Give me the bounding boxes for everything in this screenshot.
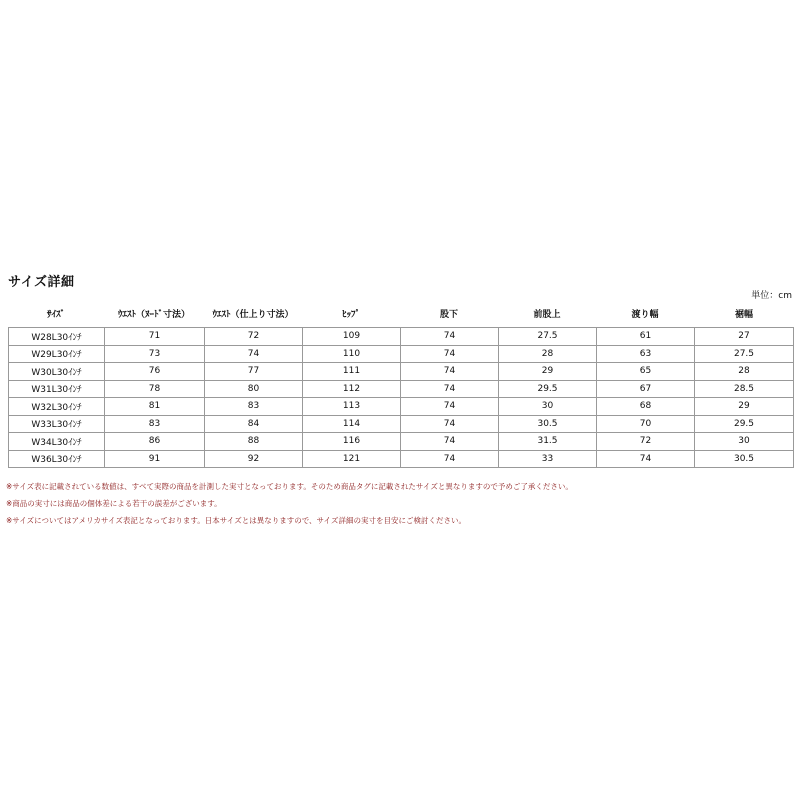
cell-front-rise: 27.5 [498,327,596,345]
cell-front-rise: 29.5 [498,380,596,398]
cell-waist-finished: 77 [204,362,302,380]
cell-waist-finished: 83 [204,397,302,415]
table-row [8,345,794,363]
cell-front-rise: 30.5 [498,415,596,433]
cell-waist-finished: 92 [204,450,302,469]
cell-hem-width: 27 [694,327,794,345]
cell-inseam: 74 [400,362,498,380]
cell-hip: 114 [302,415,400,433]
table-row [8,362,794,380]
table-row [8,327,794,345]
cell-size: W28L30ｲﾝﾁ [8,327,104,345]
cell-hem-width: 30 [694,432,794,450]
cell-hip: 111 [302,362,400,380]
header-front-rise: 前股上 [533,310,561,320]
header-size: ｻｲｽﾞ [46,310,65,320]
cell-inseam: 74 [400,397,498,415]
cell-thigh-width: 67 [596,380,694,398]
cell-waist-nude: 86 [104,432,204,450]
table-row [8,380,794,398]
cell-inseam: 74 [400,415,498,433]
cell-hem-width: 27.5 [694,345,794,363]
cell-waist-finished: 74 [204,345,302,363]
cell-inseam: 74 [400,327,498,345]
notes-section [6,482,786,533]
header-hem-width: 裾幅 [734,310,753,320]
cell-hem-width: 29 [694,397,794,415]
cell-waist-nude: 83 [104,415,204,433]
cell-thigh-width: 72 [596,432,694,450]
cell-waist-finished: 80 [204,380,302,398]
cell-waist-nude: 73 [104,345,204,363]
cell-waist-nude: 81 [104,397,204,415]
cell-inseam: 74 [400,432,498,450]
cell-waist-nude: 91 [104,450,204,469]
cell-hem-width: 29.5 [694,415,794,433]
cell-waist-finished: 72 [204,327,302,345]
cell-size: W31L30ｲﾝﾁ [8,380,104,398]
cell-waist-nude: 71 [104,327,204,345]
table-header [8,306,794,324]
cell-thigh-width: 63 [596,345,694,363]
cell-hip: 116 [302,432,400,450]
cell-thigh-width: 65 [596,362,694,380]
cell-hip: 121 [302,450,400,469]
cell-front-rise: 29 [498,362,596,380]
header-waist-finished: ｳｴｽﾄ（仕上り寸法） [212,310,294,320]
cell-waist-nude: 76 [104,362,204,380]
note-measurement: ※サイズ表に記載されている数値は、すべて実際の商品を計測した実寸となっております。そのため商品タグに記載されたサイズと異なりますので予めご了承ください。 [6,482,573,491]
table-row [8,432,794,450]
size-table [8,327,794,468]
cell-hip: 112 [302,380,400,398]
cell-inseam: 74 [400,380,498,398]
cell-size: W34L30ｲﾝﾁ [8,432,104,450]
cell-hip: 109 [302,327,400,345]
cell-thigh-width: 74 [596,450,694,469]
header-inseam: 股下 [439,310,458,320]
cell-front-rise: 33 [498,450,596,469]
cell-front-rise: 30 [498,397,596,415]
cell-hem-width: 28.5 [694,380,794,398]
table-row [8,415,794,433]
cell-size: W36L30ｲﾝﾁ [8,450,104,469]
cell-size: W30L30ｲﾝﾁ [8,362,104,380]
table-row [8,397,794,415]
cell-front-rise: 28 [498,345,596,363]
cell-size: W33L30ｲﾝﾁ [8,415,104,433]
page-title: サイズ詳細 [8,275,75,290]
cell-inseam: 74 [400,345,498,363]
cell-waist-finished: 88 [204,432,302,450]
unit-label: 単位：cm [751,291,792,301]
header-hip: ﾋｯﾌﾟ [341,310,360,320]
cell-waist-finished: 84 [204,415,302,433]
cell-front-rise: 31.5 [498,432,596,450]
cell-hem-width: 30.5 [694,450,794,469]
cell-hip: 113 [302,397,400,415]
table-row [8,450,794,469]
cell-hip: 110 [302,345,400,363]
cell-thigh-width: 70 [596,415,694,433]
note-individual-difference: ※商品の実寸には商品の個体差による若干の誤差がございます。 [6,499,222,508]
cell-size: W32L30ｲﾝﾁ [8,397,104,415]
header-thigh-width: 渡り幅 [631,310,659,320]
header-waist-nude: ｳｴｽﾄ（ﾇｰﾄﾞ寸法） [117,310,190,320]
cell-thigh-width: 61 [596,327,694,345]
cell-thigh-width: 68 [596,397,694,415]
note-us-sizing: ※サイズについてはアメリカサイズ表記となっております。日本サイズとは異なりますので、サイズ詳細の実寸を目安にご検討ください。 [6,516,466,525]
cell-hem-width: 28 [694,362,794,380]
cell-waist-nude: 78 [104,380,204,398]
cell-size: W29L30ｲﾝﾁ [8,345,104,363]
cell-inseam: 74 [400,450,498,469]
